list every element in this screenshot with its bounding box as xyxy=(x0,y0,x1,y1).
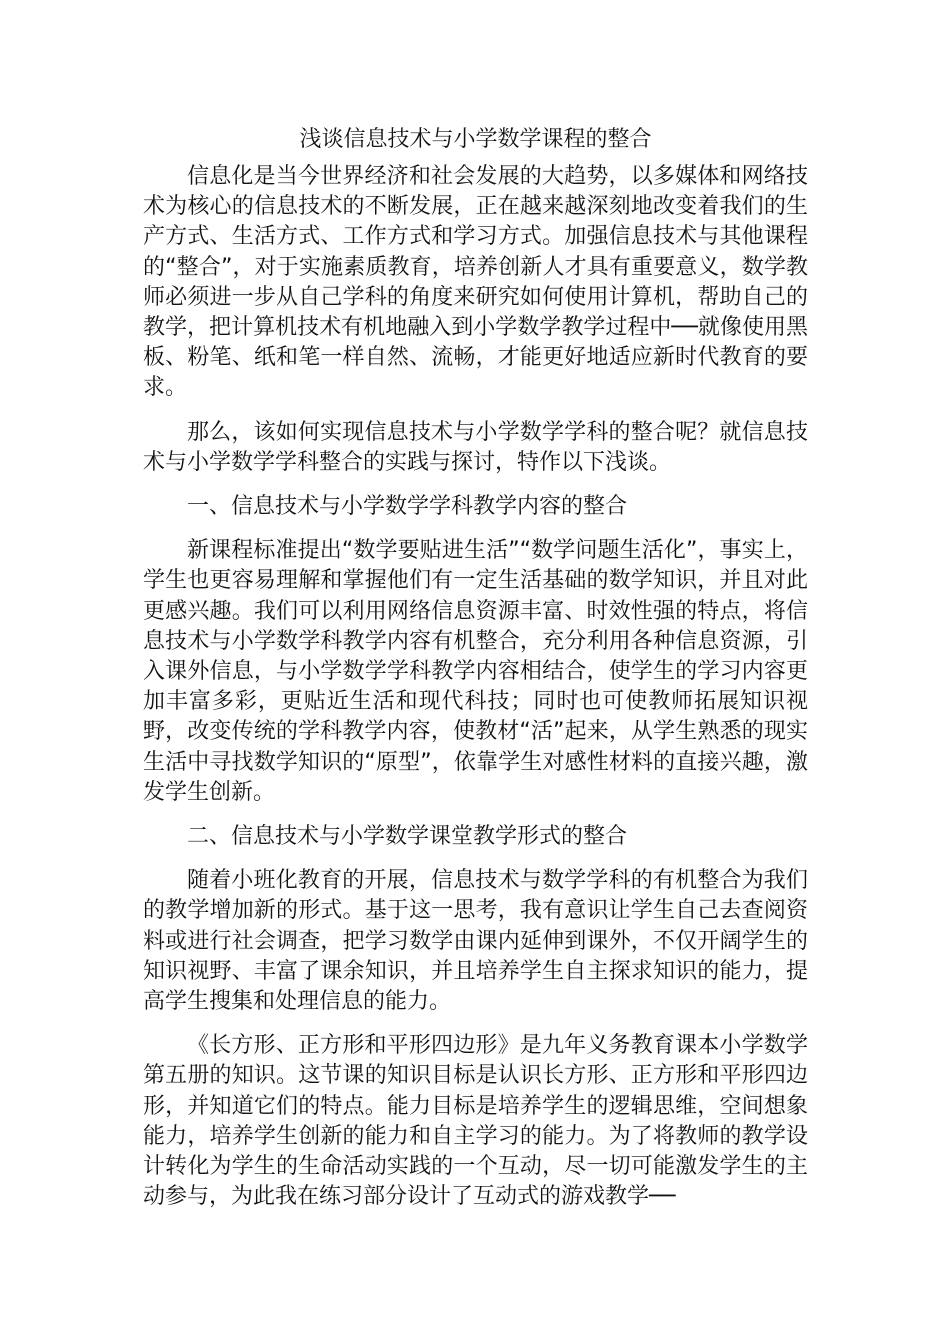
section-1-heading: 一、信息技术与小学数学学科教学内容的整合 xyxy=(187,494,628,520)
section-2-body-2: 《长方形、正方形和平形四边形》是九年义务教育课本小学数学第五册的知识。这节课的知识目标是认识长方形、正方形和平形四边形，并知道它们的特点。能力目标是培养学生的逻辑思维，空间想象能力，培养学生创新的能力和自主学习的能力。为了将教师的教学设计转化为学生的生命活动实践的一个互动，尽一切可能激发学生的主动参与，为此我在练习部分设计了互动式的游戏教学── xyxy=(143,1033,808,1210)
document-page xyxy=(143,120,808,1227)
document-title: 浅谈信息技术与小学数学课程的整合 xyxy=(299,127,652,152)
section-2-heading: 二、信息技术与小学数学课堂教学形式的整合 xyxy=(187,824,628,850)
transition-paragraph: 那么，该如何实现信息技术与小学数学学科的整合呢？就信息技术与小学数学学科整合的实践与探讨，特作以下浅谈。 xyxy=(143,419,808,475)
section-2-body-1: 随着小班化教育的开展，信息技术与数学学科的有机整合为我们的教学增加新的形式。基于这一思考，我有意识让学生自己去查阅资料或进行社会调查，把学习数学由课内延伸到课外，不仅开阔学生的知识视野、丰富了课余知识，并且培养学生自主探求知识的能力，提高学生搜集和处理信息的能力。 xyxy=(143,868,808,1015)
intro-paragraph: 信息化是当今世界经济和社会发展的大趋势，以多媒体和网络技术为核心的信息技术的不断发展，正在越来越深刻地改变着我们的生产方式、生活方式、工作方式和学习方式。加强信息技术与其他课程的“整合”，对于实施素质教育，培养创新人才具有重要意义，数学教师必须进一步从自己学科的角度来研究如何使用计算机，帮助自己的教学，把计算机技术有机地融入到小学数学教学过程中──就像使用黑板、粉笔、纸和笔一样自然、流畅，才能更好地适应新时代教育的要求。 xyxy=(143,164,808,401)
section-1-body: 新课程标准提出“数学要贴进生活”“数学问题生活化”，事实上，学生也更容易理解和掌握他们有一定生活基础的数学知识，并且对此更感兴趣。我们可以利用网络信息资源丰富、时效性强的特点，将信息技术与小学数学科教学内容有机整合，充分利用各种信息资源，引入课外信息，与小学数学学科教学内容相结合，使学生的学习内容更加丰富多彩，更贴近生活和现代科技；同时也可使教师拓展知识视野，改变传统的学科教学内容，使教材“活”起来，从学生熟悉的现实生活中寻找数学知识的“原型”，依靠学生对感性材料的直接兴趣，激发学生创新。 xyxy=(143,538,808,805)
